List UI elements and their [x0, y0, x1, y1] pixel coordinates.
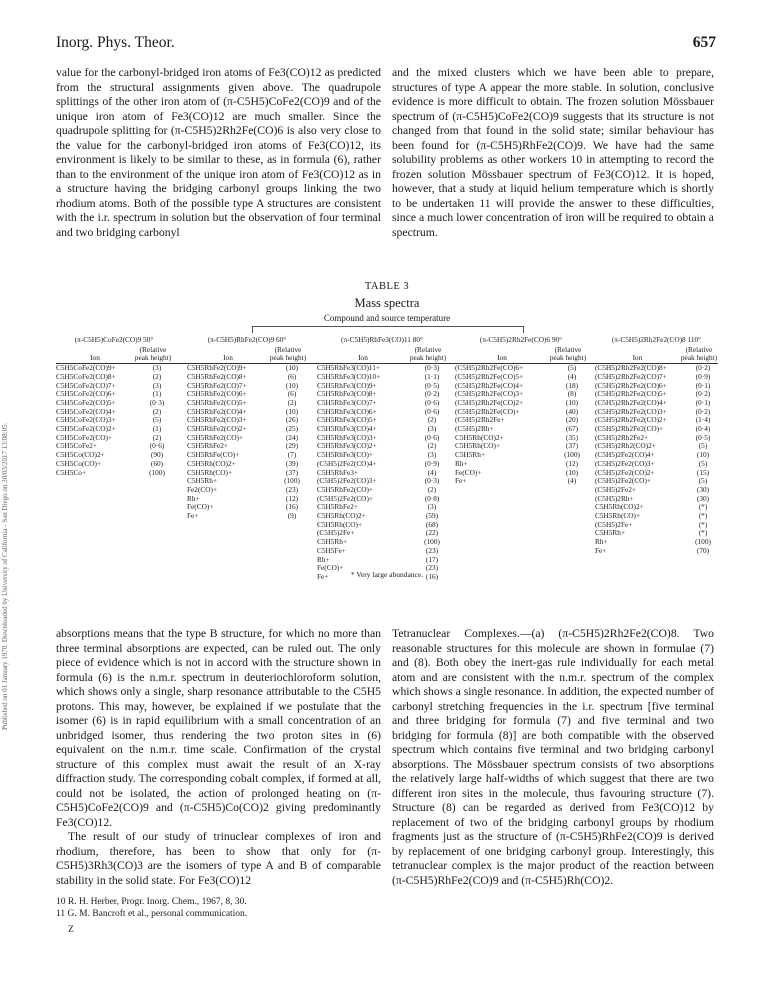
ion-formula: C5H5RhFe3(CO)3+: [317, 433, 377, 442]
ion-formula: Fe(CO)+: [187, 503, 214, 512]
ion-formula: C5H5RhFe3+: [317, 468, 359, 477]
ion-formula: (C5H5)2Rh2Fe2(CO)4+: [595, 398, 667, 407]
relative-abundance: (29): [285, 441, 299, 451]
ion-formula: (C5H5)2Fe2(CO)+: [595, 477, 651, 486]
relative-abundance: (0·1): [695, 397, 711, 407]
relative-abundance: (12): [285, 493, 299, 503]
ion-header: Ion: [90, 353, 100, 363]
relative-abundance: (*): [698, 519, 708, 529]
ion-formula: C5H5RhFe3(CO)10+: [317, 372, 381, 381]
table-column: [187, 336, 307, 521]
ion-formula: (C5H5)2Fe2(CO)3+: [595, 459, 655, 468]
relative-abundance: (3): [427, 424, 437, 434]
table-column: [317, 336, 447, 582]
ion-formula: C5H5RhFe3(CO)9+: [317, 381, 377, 390]
ion-formula: C5H5RhFe3(CO)2+: [317, 442, 377, 451]
ion-formula: C5H5CoFe2(CO)6+: [56, 390, 116, 399]
relative-abundance: (0·5): [695, 432, 711, 442]
ion-formula: (C5H5)2Rh2Fe2(CO)3+: [595, 407, 667, 416]
ion-formula: (C5H5)2Rh2Fe2(CO)6+: [595, 381, 667, 390]
ion-formula: C5H5RhFe2(CO)4+: [187, 407, 247, 416]
table-row: [56, 469, 172, 478]
ion-formula: C5H5Rh+: [595, 529, 626, 538]
relative-abundance: (30): [696, 484, 710, 494]
relative-abundance: (23): [425, 563, 439, 573]
abundance-header: (Relative peak height): [134, 344, 172, 363]
compound-header: (π-C5H5)2Rh2Fe2(CO)8 110°: [611, 335, 702, 344]
compound-header: (π-C5H5)RhFe3(CO)11 80°: [341, 335, 423, 344]
table-column: [455, 336, 587, 486]
table-row: [455, 477, 587, 486]
ion-formula: C5H5CoFe2(CO)7+: [56, 381, 116, 390]
signature-mark: Z: [68, 925, 74, 935]
table-column: [595, 336, 718, 556]
relative-abundance: (4): [567, 371, 577, 381]
relative-abundance: (2): [152, 432, 162, 442]
relative-abundance: (100): [424, 537, 440, 547]
ion-formula: Fe(CO)+: [455, 468, 482, 477]
relative-abundance: (0·5): [424, 380, 440, 390]
ion-formula: C5H5RhFe2+: [317, 503, 359, 512]
relative-abundance: (2): [427, 484, 437, 494]
ion-formula: Fe+: [187, 512, 199, 521]
ion-formula: Rh+: [317, 555, 330, 564]
ion-formula: (C5H5)2Rh+: [595, 494, 634, 503]
ion-formula: C5H5CoFe2(CO)+: [56, 433, 113, 442]
relative-abundance: (20): [565, 415, 579, 425]
relative-abundance: (10): [285, 363, 299, 373]
relative-abundance: (18): [565, 380, 579, 390]
relative-abundance: (39): [285, 458, 299, 468]
ion-list: [455, 364, 587, 486]
ion-formula: C5H5Co(CO)+: [56, 459, 102, 468]
ion-formula: C5H5CoFe2(CO)5+: [56, 398, 116, 407]
relative-abundance: (2): [152, 406, 162, 416]
relative-abundance: (0·6): [424, 397, 440, 407]
relative-abundance: (0·3): [424, 363, 440, 373]
relative-abundance: (16): [285, 502, 299, 512]
ion-formula: C5H5Co+: [56, 468, 87, 477]
ion-formula: C5H5CoFe2(CO)2+: [56, 425, 116, 434]
relative-abundance: (30): [696, 493, 710, 503]
ion-formula: C5H5Rh(CO)2+: [317, 512, 366, 521]
relative-abundance: (0·9): [695, 371, 711, 381]
ion-formula: C5H5RhFe2(CO)7+: [187, 381, 247, 390]
ion-formula: C5H5RhFe3(CO)+: [317, 451, 374, 460]
journal-title: Inorg. Phys. Theor.: [56, 34, 175, 51]
relative-abundance: (9): [287, 511, 297, 521]
abundance-header: (Relative peak height): [549, 344, 587, 363]
relative-abundance: (3): [427, 450, 437, 460]
ion-formula: C5H5Rh(CO)+: [187, 468, 233, 477]
relative-abundance: (3): [152, 363, 162, 373]
relative-abundance: (3): [152, 380, 162, 390]
relative-abundance: (10): [285, 406, 299, 416]
ion-formula: C5H5Rh(CO)2+: [455, 433, 504, 442]
download-notice: Published on 01 January 1970. Downloaded by University of California - San Diego on 30/03/2017 13:08:05.: [1, 422, 9, 730]
relative-abundance: (5): [698, 441, 708, 451]
ion-formula: C5H5Rh(CO)+: [455, 442, 501, 451]
ion-formula: C5H5Rh(CO)+: [595, 512, 641, 521]
ion-list: [595, 364, 718, 555]
ion-formula: C5H5RhFe3(CO)5+: [317, 416, 377, 425]
relative-abundance: (5): [567, 363, 577, 373]
relative-abundance: (100): [564, 450, 580, 460]
footnote: 11 G. M. Bancroft et al., personal communication.: [56, 909, 248, 919]
relative-abundance: (*): [698, 528, 708, 538]
ion-formula: (C5H5)2Fe2(CO)4+: [595, 451, 655, 460]
ion-formula: C5H5CoFe2(CO)4+: [56, 407, 116, 416]
ion-formula: (C5H5)2Rh2Fe(CO)3+: [455, 390, 524, 399]
ion-formula: Fe+: [455, 477, 467, 486]
relative-abundance: (23): [425, 545, 439, 555]
ion-formula: C5H5RhFe3(CO)11+: [317, 364, 381, 373]
relative-abundance: (35): [565, 432, 579, 442]
compound-header: (π-C5H5)RhFe2(CO)9 60°: [207, 335, 287, 344]
relative-abundance: (0·6): [424, 432, 440, 442]
relative-abundance: (12): [565, 458, 579, 468]
relative-abundance: (0·1): [695, 380, 711, 390]
relative-abundance: (*): [698, 502, 708, 512]
ion-formula: C5H5Rh+: [317, 538, 348, 547]
relative-abundance: (0·6): [149, 441, 165, 451]
paragraph: value for the carbonyl-bridged iron atoms of Fe3(CO)12 as predicted from the structural assignments given above. The quadrupole splittings of the other iron atom of (π-C5H5)CoFe2(CO)9 and of the unique iron atom of Fe3(CO)12 are much smaller. Since the quadrupole splitting for (π-C5H5)2Rh2Fe(CO)6 is also very close to the value for the carbonyl-bridged iron atoms of Fe3(CO)12, its environment is likely to be similar to these, as in formula (6), rather than to the environment of the unique iron atom of Fe3(CO)12 as in a structure having the bridging carbonyl groups linking the two rhodium atoms. Both of the possible type A structures are consistent with the i.r. spectrum in solution but the observation of four terminal and two bridging carbonyl: [56, 66, 381, 239]
ion-formula: (C5H5)2Rh2Fe2(CO)5+: [595, 390, 667, 399]
relative-abundance: (67): [565, 424, 579, 434]
relative-abundance: (0·2): [695, 406, 711, 416]
ion-formula: C5H5RhFe3(CO)4+: [317, 425, 377, 434]
relative-abundance: (10): [285, 380, 299, 390]
ion-formula: C5H5Rh(CO)+: [317, 520, 363, 529]
ion-formula: C5H5RhFe2(CO)+: [317, 485, 374, 494]
ion-formula: (C5H5)2Rh2Fe(CO)6+: [455, 364, 524, 373]
ion-formula: C5H5RhFe2(CO)5+: [187, 398, 247, 407]
ion-formula: C5H5Rh(CO)2+: [187, 459, 236, 468]
relative-abundance: (68): [425, 519, 439, 529]
ion-formula: C5H5CoFe2(CO)9+: [56, 364, 116, 373]
ion-formula: (C5H5)2Rh2Fe2+: [595, 433, 649, 442]
relative-abundance: (22): [425, 528, 439, 538]
relative-abundance: (6): [287, 371, 297, 381]
body-column-top-right: [392, 66, 714, 240]
relative-abundance: (26): [285, 415, 299, 425]
ion-formula: C5H5RhFe2(CO)9+: [187, 364, 247, 373]
ion-formula: Rh+: [455, 459, 468, 468]
relative-abundance: (5): [698, 458, 708, 468]
paragraph: Tetranuclear Complexes.—(a) (π-C5H5)2Rh2Fe2(CO)8. Two reasonable structures for this molecule are shown in formulae (7) and (8). Both obey the inert-gas rule individually for each metal atom and are consistent with the n.m.r. spectrum of the complex which shows a single resonance. In addition, the expected number of carbonyl stretching frequencies in the i.r. spectrum [five terminal and three bridging for formula (7) and five terminal and two bridging for formula (8)] are both compatible with the observed spectrum which contains five terminal and two bridging carbonyl absorptions. The Mössbauer spectrum consists of two absorptions the relatively large half-widths of which suggest that there are two different iron sites in the molecule, thus favouring structure (7). Structure (8) can be regarded as derived from Fe3(CO)12 by replacement of two of the bridging carbonyl groups by rhodium fragments just as the structure of (π-C5H5)RhFe2(CO)9 is derived by replacement of one bridging carbonyl group. Interestingly, this tetranuclear complex is the major product of the reaction between (π-C5H5)RhFe2(CO)9 and (π-C5H5)Rh(CO)2.: [392, 627, 714, 887]
ion-formula: C5H5Rh+: [187, 477, 218, 486]
relative-abundance: (0·3): [149, 397, 165, 407]
ion-formula: (C5H5)2Rh2Fe(CO)+: [455, 407, 520, 416]
ion-header: Ion: [497, 353, 507, 363]
relative-abundance: (90): [150, 450, 164, 460]
relative-abundance: (0·8): [424, 493, 440, 503]
table-subtitle: Compound and source temperature: [323, 313, 451, 323]
relative-abundance: (*): [698, 511, 708, 521]
ion-formula: C5H5RhFe2(CO)6+: [187, 390, 247, 399]
ion-formula: (C5H5)2Fe2+: [595, 485, 637, 494]
ion-formula: Rh+: [595, 538, 608, 547]
relative-abundance: (1): [152, 424, 162, 434]
table-label: TABLE 3: [364, 281, 410, 292]
body-column-top-left: [56, 66, 381, 240]
footnotes: [56, 896, 381, 936]
ion-header: Ion: [632, 353, 643, 363]
ion-formula: (C5H5)2Fe2(CO)2+: [595, 468, 655, 477]
ion-formula: C5H5RhFe2(CO)+: [187, 433, 244, 442]
relative-abundance: (2): [287, 397, 297, 407]
relative-abundance: (0·3): [424, 476, 440, 486]
ion-formula: C5H5RhFe2(CO)8+: [187, 372, 247, 381]
ion-formula: C5H5CoFe2(CO)3+: [56, 416, 116, 425]
relative-abundance: (16): [425, 571, 439, 581]
relative-abundance: (2): [152, 371, 162, 381]
ion-formula: Fe2(CO)+: [187, 485, 218, 494]
relative-abundance: (8): [567, 389, 577, 399]
table-row: [187, 512, 307, 521]
compound-header: (π-C5H5)CoFe2(CO)9 50°: [74, 335, 154, 344]
relative-abundance: (60): [150, 458, 164, 468]
relative-abundance: (0·2): [695, 363, 711, 373]
ion-formula: C5H5RhFe2(CO)2+: [187, 425, 247, 434]
ion-formula: Fe+: [595, 546, 607, 555]
paragraph: and the mixed clusters which we have been able to prepare, structures of type A appear the more stable. In solution, conclusive evidence is more difficult to obtain. The frozen solution Mössbauer spectrum of (π-C5H5)CoFe2(CO)9 suggests that its structure is not changed from that found in the solid state; similar behaviour has been found for (π-C5H5)RhFe2(CO)9. We have had the same solubility problems as other workers 10 in attempting to record the frozen solution Mössbauer spectrum of Fe3(CO)12. It is hoped, however, that a study at liquid helium temperature which is shortly to be undertaken 11 will provide the answer to these difficulties, since a much lower concentration of iron will be required to obtain a spectrum.: [392, 66, 714, 239]
relative-abundance: (59): [425, 511, 439, 521]
ion-formula: (C5H5)2Rh2Fe2(CO)7+: [595, 372, 667, 381]
ion-formula: (C5H5)2Fe2(CO)4+: [317, 459, 377, 468]
relative-abundance: (2): [427, 415, 437, 425]
ion-formula: Rh+: [187, 494, 200, 503]
relative-abundance: (5): [698, 476, 708, 486]
body-column-bottom-left: [56, 627, 381, 936]
ion-formula: (C5H5)2Rh2Fe(CO)2+: [455, 398, 524, 407]
ion-formula: (C5H5)2Rh2Fe(CO)5+: [455, 372, 524, 381]
ion-formula: C5H5RhFe2(CO)3+: [187, 416, 247, 425]
relative-abundance: (100): [284, 476, 300, 486]
ion-formula: C5H5Fe+: [317, 546, 346, 555]
relative-abundance: (0·9): [424, 458, 440, 468]
abundance-header: (Relative peak height): [680, 344, 718, 363]
ion-formula: C5H5Rh(CO)2+: [595, 503, 644, 512]
relative-abundance: (2): [427, 441, 437, 451]
ion-formula: C5H5Rh+: [455, 451, 486, 460]
ion-list: [56, 364, 172, 477]
relative-abundance: (10): [565, 397, 579, 407]
ion-formula: (C5H5)2Rh2Fe2(CO)8+: [595, 364, 667, 373]
ion-formula: C5H5RhFe3(CO)7+: [317, 398, 377, 407]
table-title: Mass spectra: [354, 296, 420, 310]
ion-formula: (C5H5)2Fe+: [317, 529, 355, 538]
relative-abundance: (100): [149, 467, 165, 477]
table-row: [595, 547, 718, 556]
relative-abundance: (5): [152, 415, 162, 425]
ion-formula: (C5H5)2Rh+: [455, 425, 494, 434]
relative-abundance: (100): [695, 537, 711, 547]
relative-abundance: (24): [285, 432, 299, 442]
ion-formula: (C5H5)2Rh2Fe(CO)4+: [455, 381, 524, 390]
ion-formula: C5H5RhFe3(CO)8+: [317, 390, 377, 399]
relative-abundance: (0·2): [424, 389, 440, 399]
relative-abundance: (10): [696, 450, 710, 460]
page-number: 657: [692, 34, 716, 51]
ion-formula: C5H5RhFe(CO)+: [187, 451, 240, 460]
abundance-header: (Relative peak height): [409, 344, 447, 363]
ion-formula: (C5H5)2Fe2(CO)3+: [317, 477, 377, 486]
ion-formula: (C5H5)2Fe2(CO)+: [317, 494, 373, 503]
relative-abundance: (1·1): [424, 371, 440, 381]
relative-abundance: (4): [427, 467, 437, 477]
ion-formula: Fe(CO)+: [317, 564, 344, 573]
ion-formula: (C5H5)2Fe+: [595, 520, 633, 529]
ion-formula: (C5H5)2Rh2(CO)2+: [595, 442, 656, 451]
ion-formula: C5H5RhFe2+: [187, 442, 229, 451]
relative-abundance: (0·2): [695, 389, 711, 399]
relative-abundance: (1·4): [695, 415, 711, 425]
ion-header: Ion: [358, 353, 368, 363]
relative-abundance: (1): [152, 389, 162, 399]
relative-abundance: (0·4): [695, 424, 711, 434]
relative-abundance: (40): [565, 406, 579, 416]
ion-formula: C5H5Co(CO)2+: [56, 451, 105, 460]
paragraph: absorptions means that the type B structure, for which no more than three terminal absorptions are expected, can be ruled out. The only piece of evidence which is not in accord with the structure shown in formula (6) is the n.m.r. spectrum in deuteriochloroform solution, which shows only a single, sharp resonance attributable to the C5H5 protons. This may, however, be explained if we postulate that the isomer (6) is in rapid equilibrium with a small concentration of an unbridged isomer, thus rendering the two proton sites in (6) equivalent on the n.m.r. time scale. Confirmation of the crystal structure of this complex must await the result of an X-ray diffraction study. The corresponding cobalt complex, if formed at all, could not be isolated, the action of prolonged heating on (π-C5H5)CoFe2(CO)9 and (π-C5H5)Co(CO)2 giving predominantly Fe3(CO)12.: [56, 627, 381, 829]
relative-abundance: (10): [565, 467, 579, 477]
abundance-header: (Relative peak height): [269, 344, 307, 363]
relative-abundance: (15): [696, 467, 710, 477]
body-column-bottom-right: [392, 627, 714, 888]
relative-abundance: (7): [287, 450, 297, 460]
table-column: [56, 336, 172, 477]
relative-abundance: (70): [696, 545, 710, 555]
relative-abundance: (6): [287, 389, 297, 399]
relative-abundance: (23): [285, 484, 299, 494]
relative-abundance: (3): [427, 502, 437, 512]
ion-formula: Fe+: [317, 572, 329, 581]
ion-formula: (C5H5)2Rh2Fe+: [455, 416, 505, 425]
relative-abundance: (4): [567, 476, 577, 486]
relative-abundance: (37): [565, 441, 579, 451]
relative-abundance: (37): [285, 467, 299, 477]
relative-abundance: (17): [425, 554, 439, 564]
paragraph: The result of our study of trinuclear complexes of iron and rhodium, therefore, has been to show that only for (π-C5H5)3Rh3(CO)3 are the isomers of type A and B of comparable stability in the solid state. For Fe3(CO)12: [56, 830, 381, 887]
mass-spectra-table: [56, 326, 718, 596]
compound-header: (π-C5H5)2Rh2Fe(CO)6 90°: [479, 335, 563, 344]
relative-abundance: (0·6): [424, 406, 440, 416]
relative-abundance: (25): [285, 424, 299, 434]
ion-formula: C5H5RhFe3(CO)6+: [317, 407, 377, 416]
footnote: 10 R. H. Herber, Progr. Inorg. Chem., 1967, 8, 30.: [56, 897, 247, 907]
ion-list: [187, 364, 307, 521]
ion-formula: C5H5CoFe2(CO)8+: [56, 372, 116, 381]
ion-header: Ion: [223, 353, 233, 363]
ion-formula: C5H5CoFe2+: [56, 442, 98, 451]
table-footnote: * Very large abundance.: [350, 570, 424, 579]
ion-list: [317, 364, 447, 582]
ion-formula: (C5H5)2Rh2Fe2(CO)+: [595, 425, 664, 434]
ion-formula: (C5H5)2Rh2Fe2(CO)2+: [595, 416, 667, 425]
